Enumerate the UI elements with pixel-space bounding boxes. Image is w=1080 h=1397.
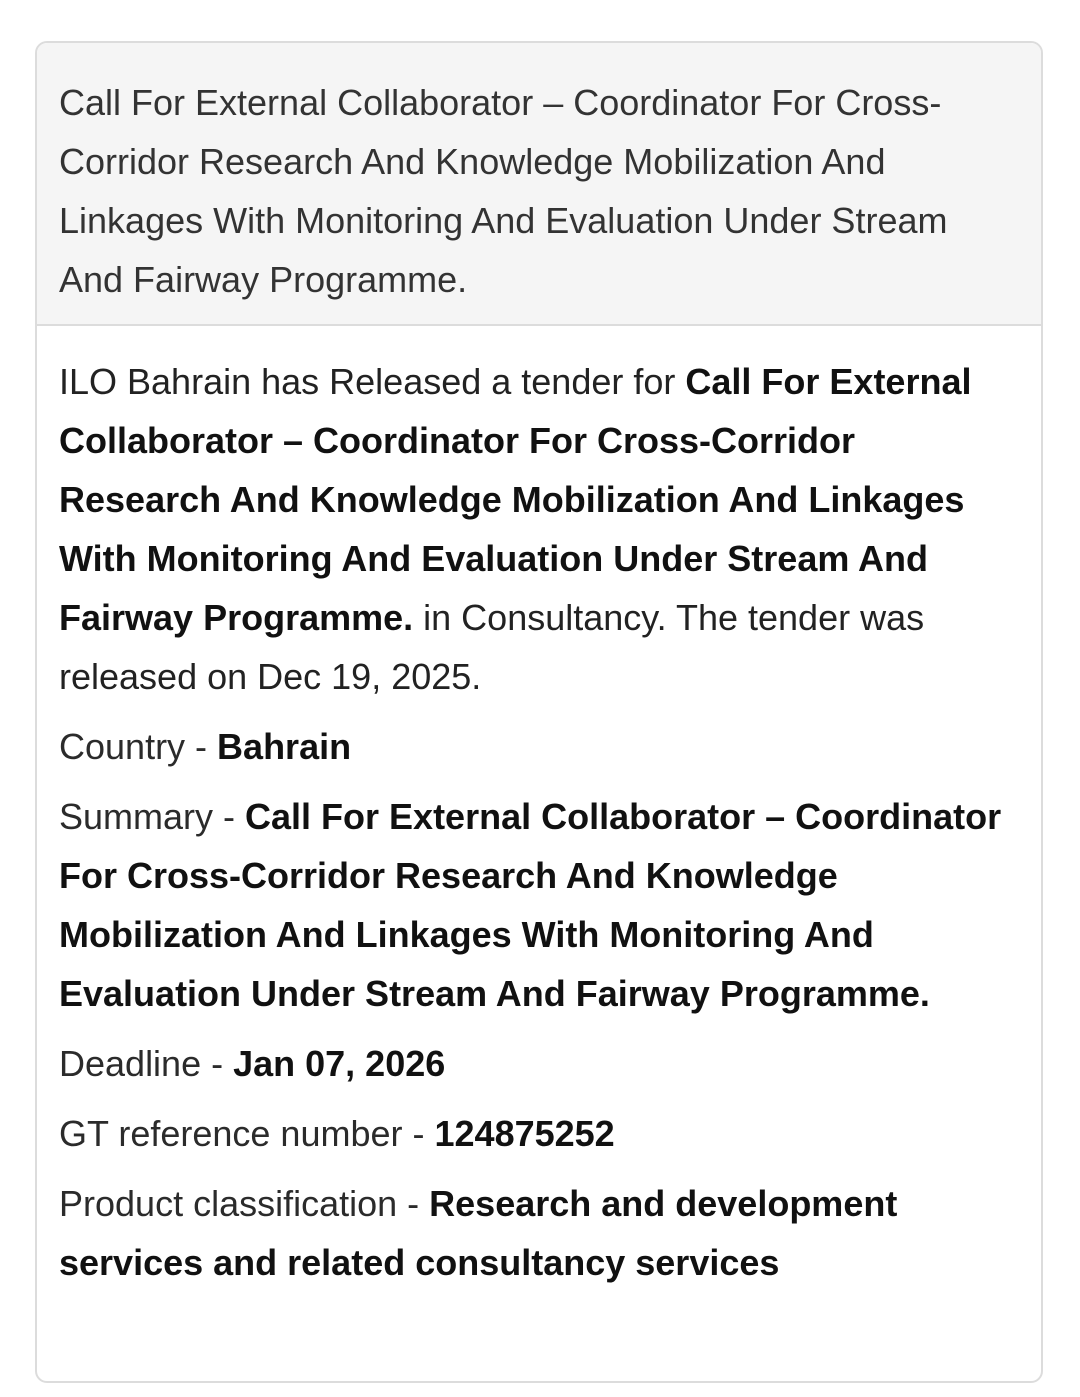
country-value: Bahrain [217,726,352,767]
intro-suffix: in Consultancy. The tender was released on Dec 19, 2025. [59,597,925,697]
gt-reference-label: GT reference number - [59,1113,435,1154]
deadline-value: Jan 07, 2026 [233,1043,446,1084]
deadline-label: Deadline - [59,1043,234,1084]
product-classification-value: Research and development services and related consultancy services [59,1183,898,1283]
tender-card [35,41,1043,1383]
gt-reference-field [59,1104,1019,1163]
country-label: Country - [59,726,218,767]
summary-value: Call For External Collaborator – Coordinator For Cross-Corridor Research And Knowledge Mobilization And Linkages With Monitoring And Evaluation Under Stream And Fairway Programme. [59,796,1002,1014]
country-field [59,717,1019,776]
deadline-field [59,1034,1019,1093]
intro-prefix: ILO Bahrain has Released a tender for [59,361,686,402]
intro-tender-title: Call For External Collaborator – Coordinator For Cross-Corridor Research And Knowledge Mobilization And Linkages With Monitoring And Evaluation Under Stream And Fairway Programme. [59,361,972,638]
product-classification-field [59,1174,1019,1292]
product-classification-label: Product classification - [59,1183,430,1224]
summary-field [59,787,1019,1023]
tender-card-header [37,43,1041,326]
summary-label: Summary - [59,796,246,837]
tender-intro [59,352,1019,706]
gt-reference-value: 124875252 [434,1113,615,1154]
tender-card-body [37,326,1041,1292]
tender-title[interactable]: Call For External Collaborator – Coordinator For Cross-Corridor Research And Knowledge Mobilization And Linkages With Monitoring And Evaluation Under Stream And Fairway Programme. [59,82,948,300]
